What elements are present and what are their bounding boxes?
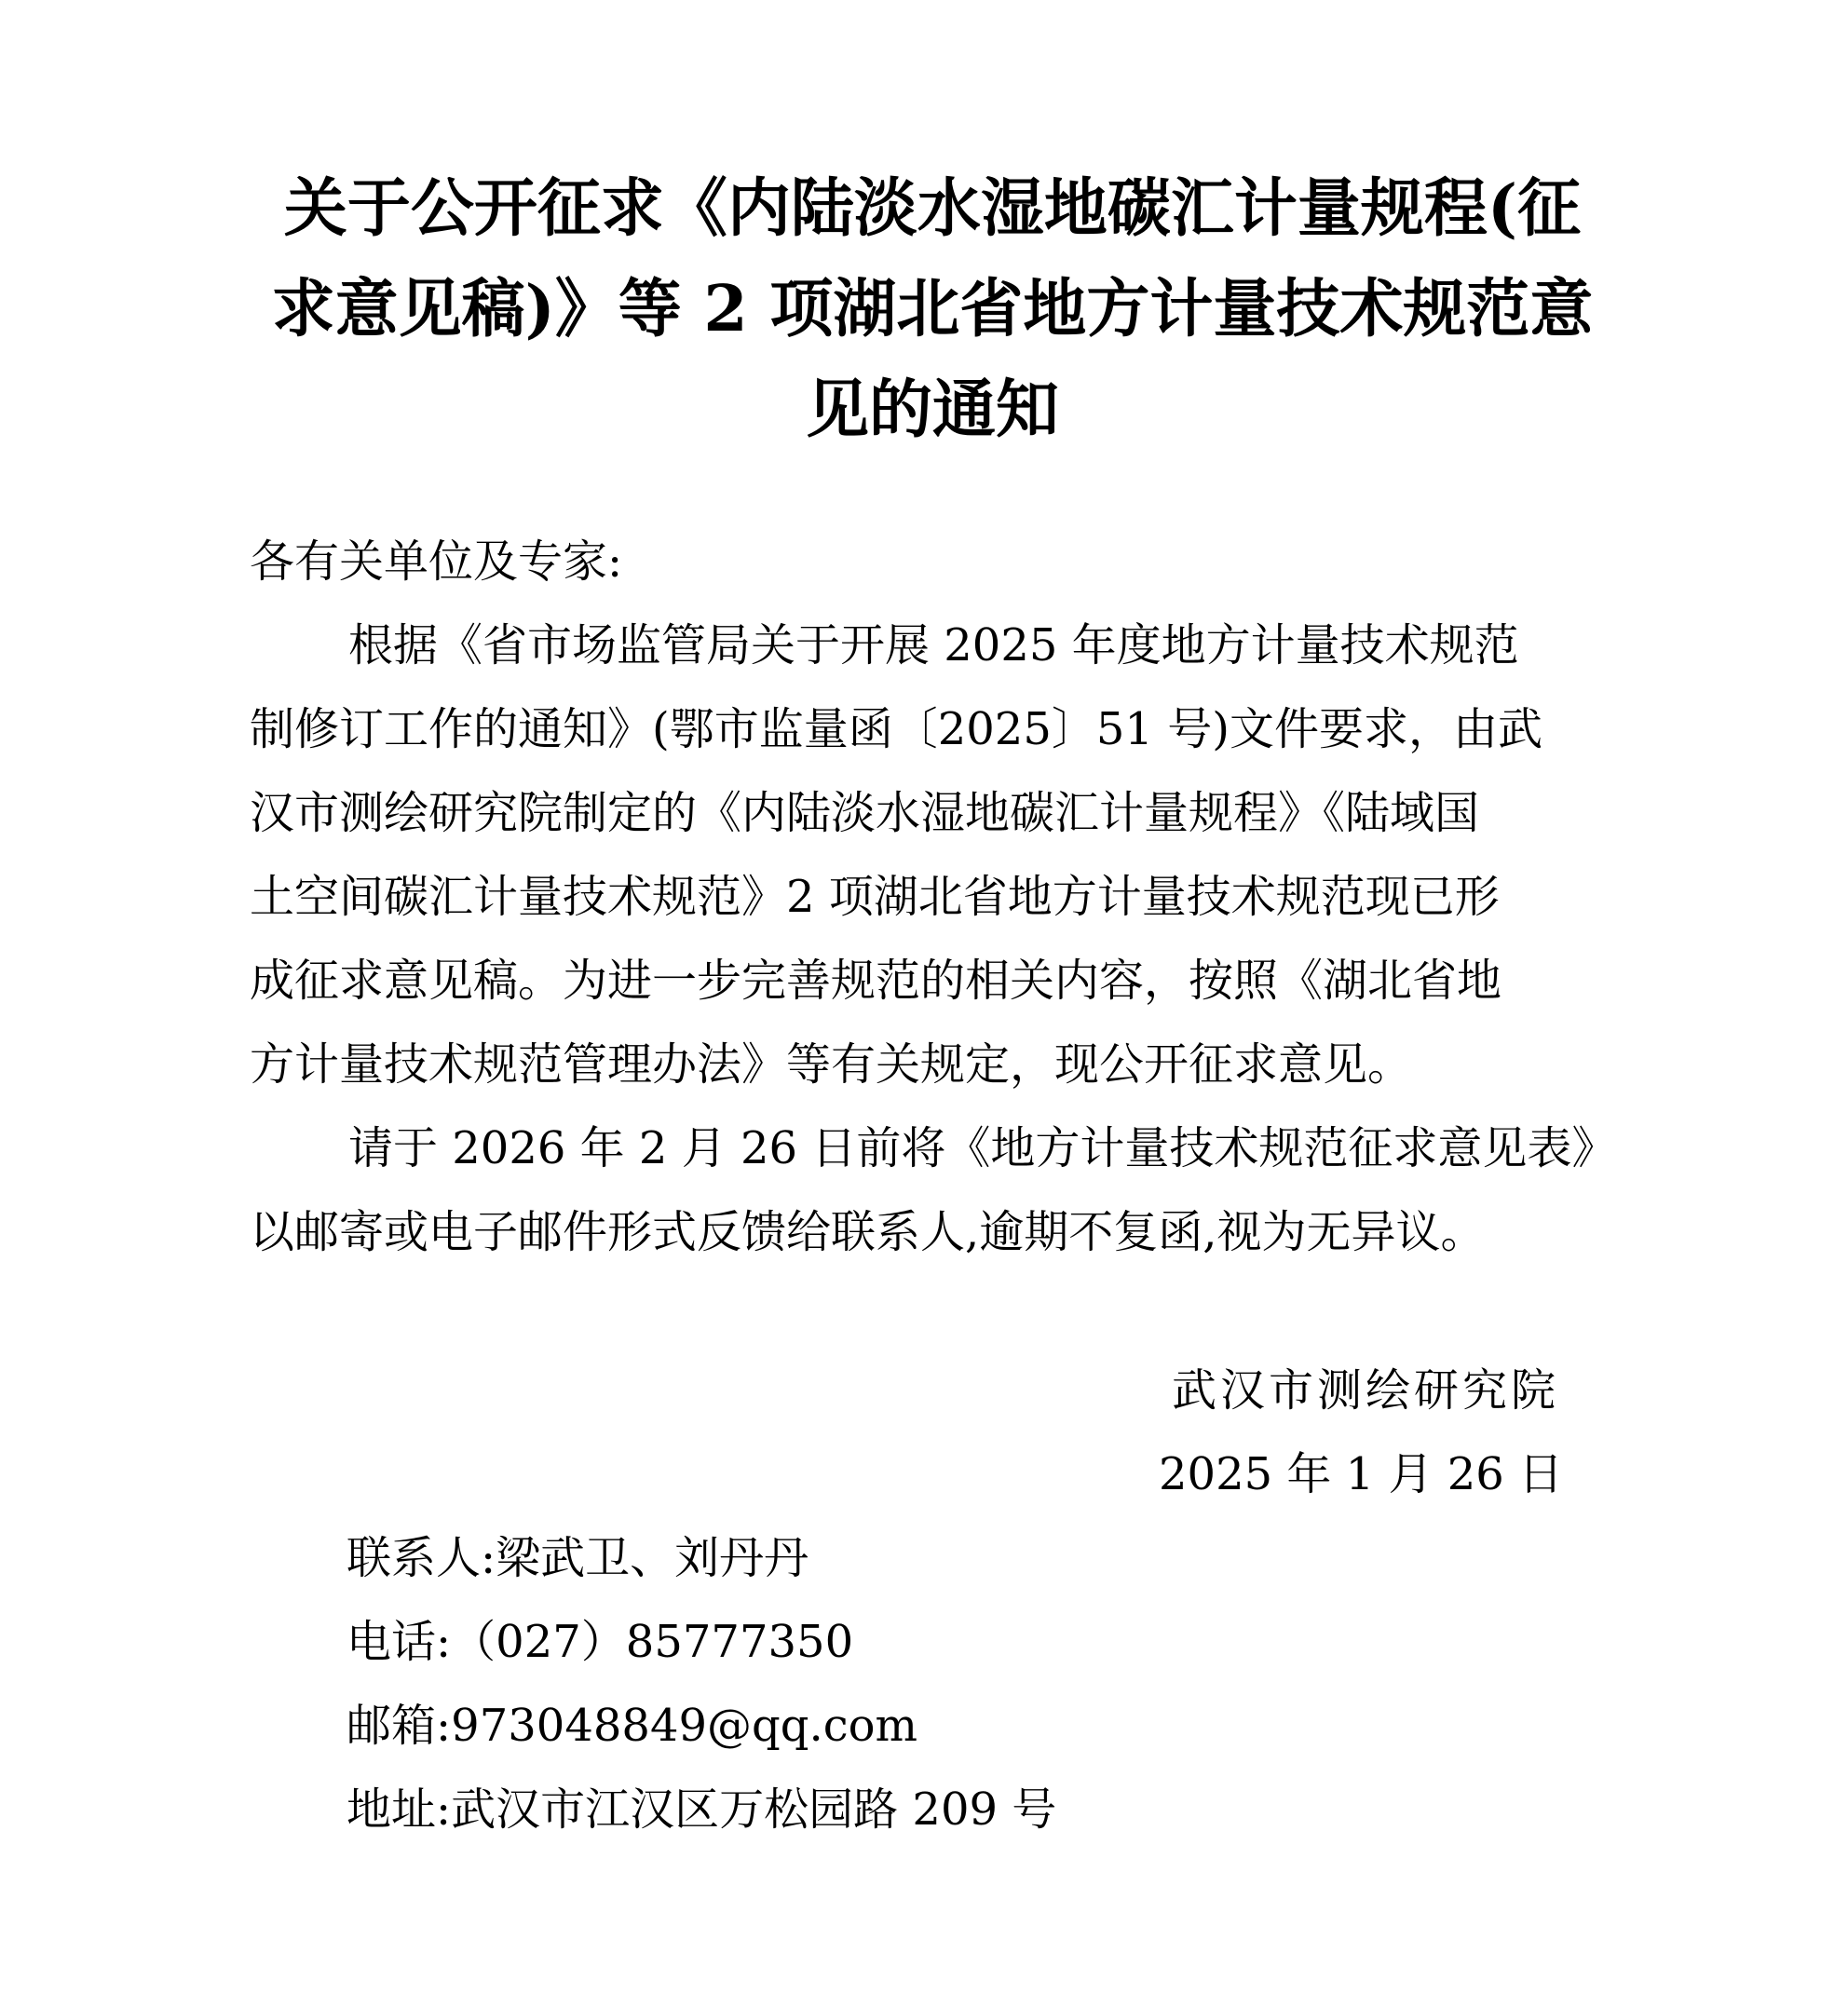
paragraph-1-line: 制修订工作的通知》(鄂市监量函〔2025〕51 号)文件要求，由武 [250,703,1542,755]
contact-address: 地址:武汉市江汉区万松园路 209 号 [346,1783,1057,1836]
paragraph-1-line: 成征求意见稿。为进一步完善规范的相关内容，按照《湖北省地 [250,955,1502,1007]
contact-block [346,1516,1056,1851]
paragraph-2 [250,1106,1615,1274]
document-title [250,158,1615,460]
signature-date: 2025 年 1 月 26 日 [1159,1448,1564,1500]
paragraph-1-line: 土空间碳汇计量技术规范》2 项湖北省地方计量技术规范现已形 [250,871,1500,923]
paragraph-1-line: 汉市测绘研究院制定的《内陆淡水湿地碳汇计量规程》《陆域国 [250,787,1480,839]
paragraph-2-line: 请于 2026 年 2 月 26 日前将《地方计量技术规范征求意见表》 [348,1122,1617,1174]
signature-organization: 武汉市测绘研究院 [1172,1364,1560,1417]
salutation-text: 各有关单位及专家: [250,536,623,588]
title-line-3: 见的通知 [805,373,1059,447]
paragraph-1-line: 根据《省市场监管局关于开展 2025 年度地方计量技术规范 [348,619,1519,671]
contact-person: 联系人:梁武卫、刘丹丹 [346,1532,809,1584]
paragraph-2-line: 以邮寄或电子邮件形式反馈给联系人,逾期不复函,视为无异议。 [250,1206,1486,1258]
contact-email: 邮箱:973048849@qq.com [346,1700,918,1752]
contact-phone: 电话:（027）85777350 [346,1616,854,1668]
title-line-1: 关于公开征求《内陆淡水湿地碳汇计量规程(征 [283,171,1582,246]
paragraph-1 [250,603,1615,1106]
salutation [250,520,1615,603]
paragraph-1-line: 方计量技术规范管理办法》等有关规定，现公开征求意见。 [250,1038,1413,1091]
title-line-2: 求意见稿)》等 2 项湖北省地方计量技术规范意 [271,272,1594,346]
